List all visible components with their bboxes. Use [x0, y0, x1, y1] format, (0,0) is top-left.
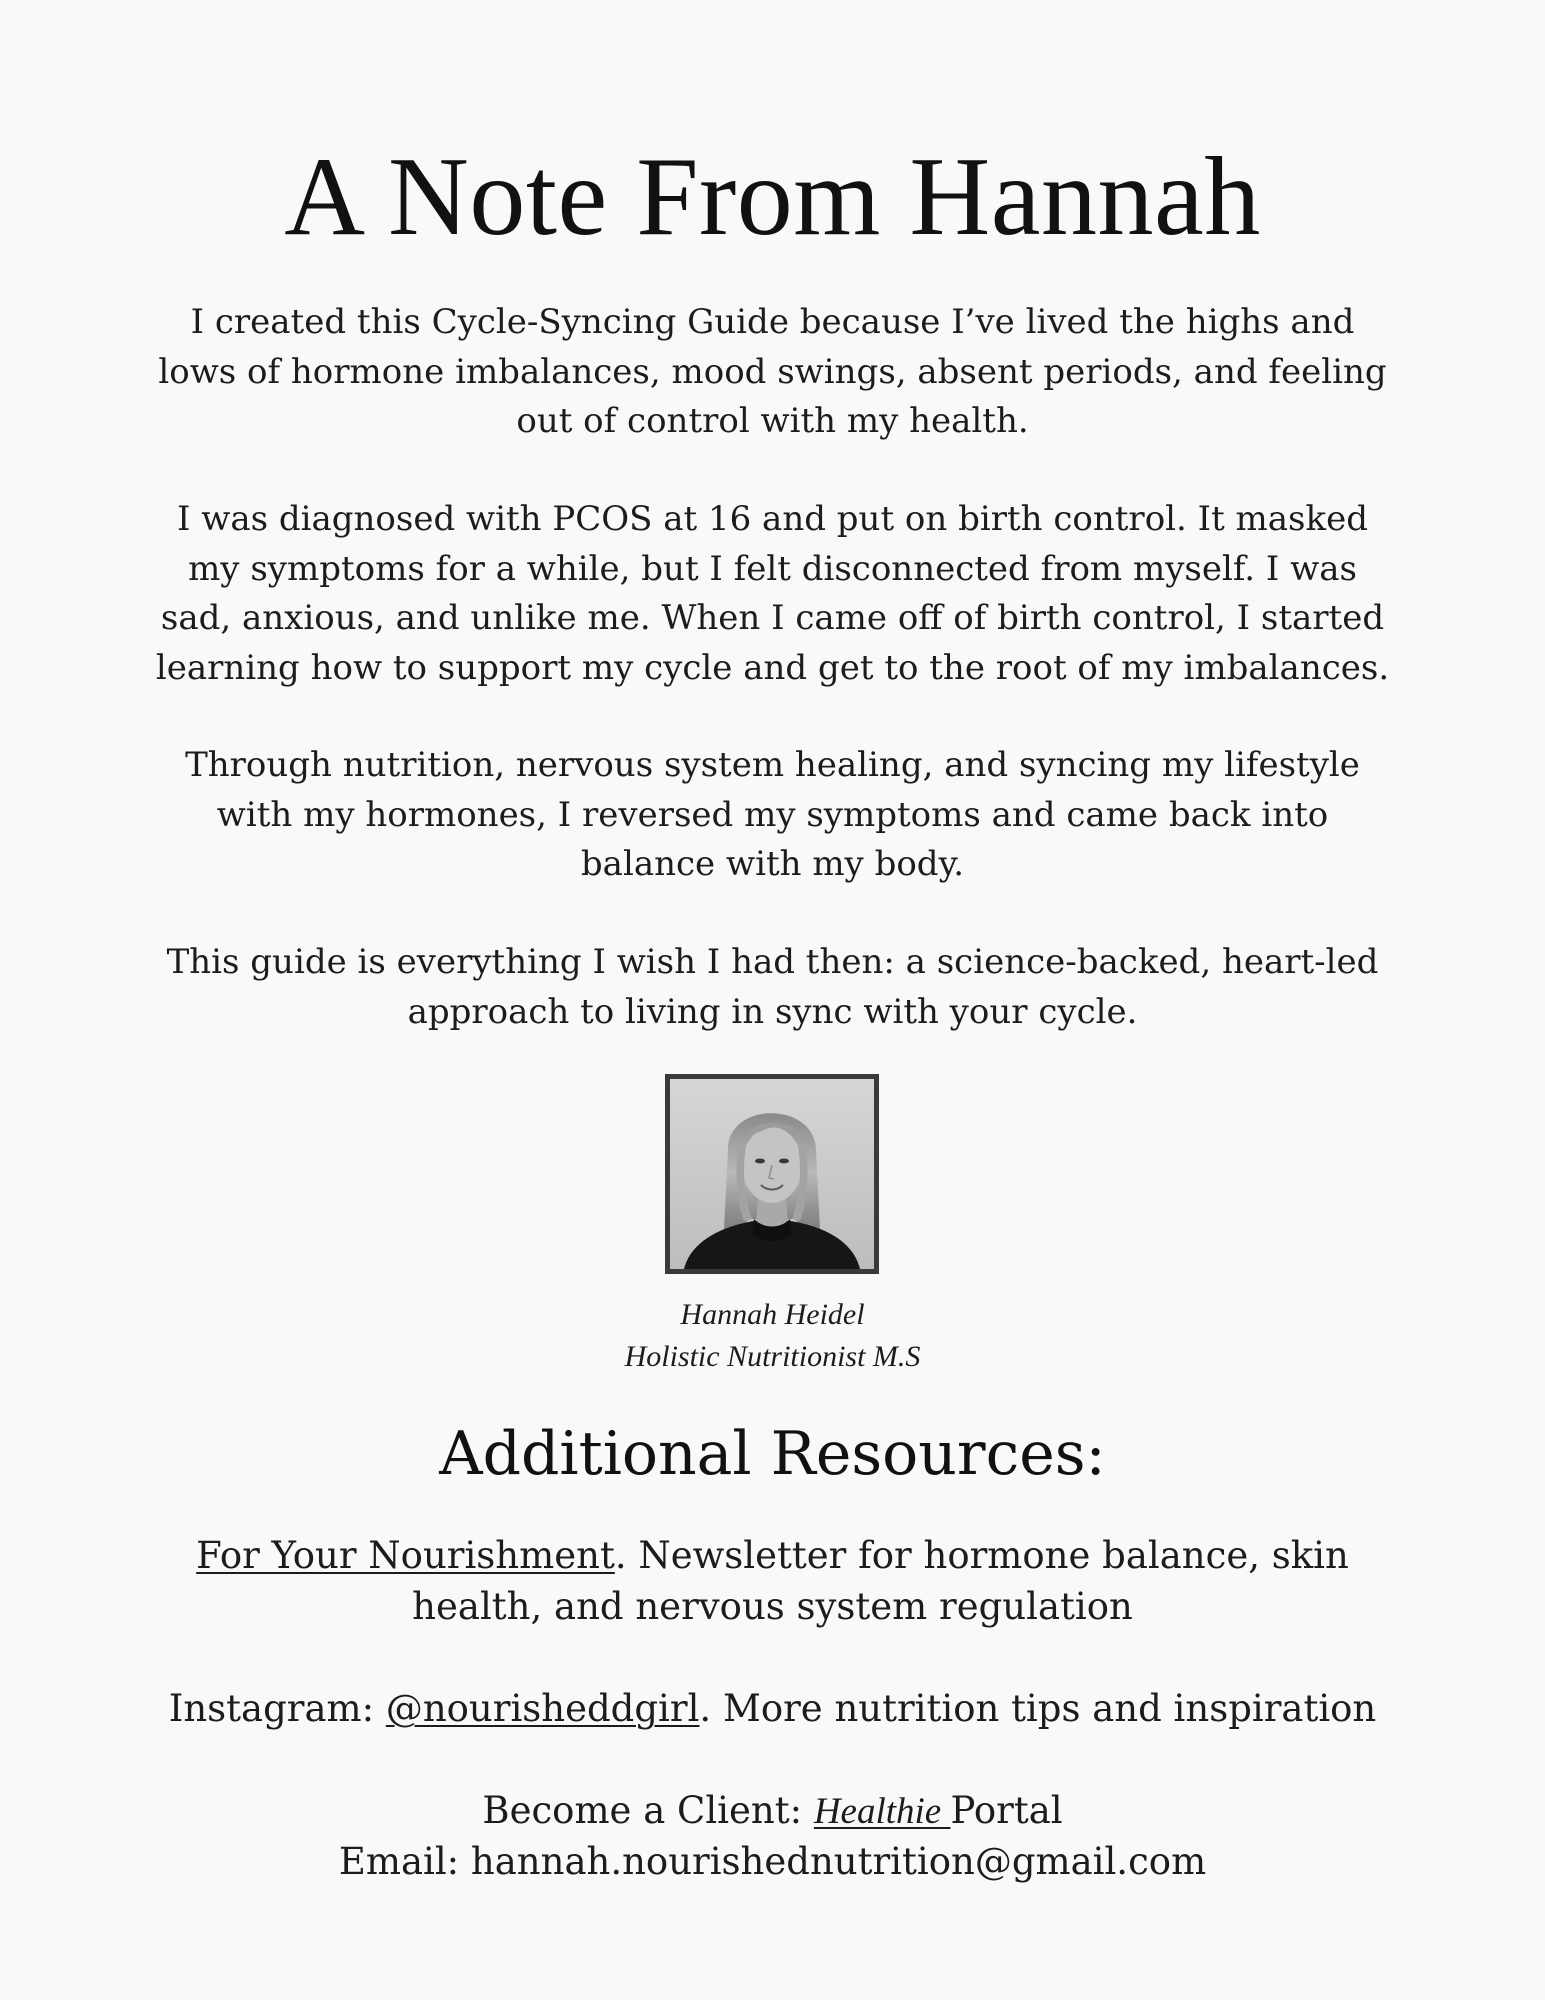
email-label: Email:	[338, 1840, 471, 1883]
healthie-link[interactable]: Healthie	[813, 1791, 951, 1832]
signature-name: Hannah Heidel	[680, 1298, 865, 1331]
story-paragraph: I was diagnosed with PCOS at 16 and put on birth control. It masked my symptoms for a while, but I felt disconnected from myself. I was sad, anxious, and unlike me. When I came off of birth control, I started learning how to support my cycle and get to the root of my imbalances.	[155, 499, 1390, 688]
email-resource	[150, 1836, 1395, 1887]
newsletter-description: . Newsletter for hormone balance, skin health, and nervous system regulation	[412, 1534, 1349, 1628]
guide-paragraph: This guide is everything I wish I had then: a science-backed, heart-led approach to living in sync with your cycle.	[166, 942, 1379, 1032]
intro-paragraph: I created this Cycle-Syncing Guide because I’ve lived the highs and lows of hormone imbalances, mood swings, absent periods, and feeling out of control with my health.	[158, 302, 1387, 441]
portal-text: Portal	[950, 1789, 1063, 1832]
client-label: Become a Client:	[482, 1789, 814, 1832]
page-title: A Note From Hannah	[284, 135, 1261, 259]
newsletter-resource	[150, 1530, 1395, 1632]
instagram-resource	[150, 1683, 1395, 1734]
author-portrait-image	[670, 1079, 874, 1269]
signature-role: Holistic Nutritionist M.S	[624, 1340, 921, 1373]
author-photo	[665, 1074, 879, 1274]
instagram-label: Instagram:	[168, 1687, 386, 1730]
instagram-description: . More nutrition tips and inspiration	[699, 1687, 1377, 1730]
client-resource	[150, 1785, 1395, 1837]
resources-heading: Additional Resources:	[439, 1419, 1106, 1489]
email-address[interactable]: hannah.nourishednutrition@gmail.com	[470, 1840, 1207, 1883]
healing-paragraph: Through nutrition, nervous system healing, and syncing my lifestyle with my hormones, I reversed my symptoms and came back into balance with my body.	[185, 745, 1360, 884]
newsletter-link[interactable]: For Your Nourishment	[196, 1534, 615, 1577]
instagram-link[interactable]: @nourisheddgirl	[385, 1687, 700, 1730]
